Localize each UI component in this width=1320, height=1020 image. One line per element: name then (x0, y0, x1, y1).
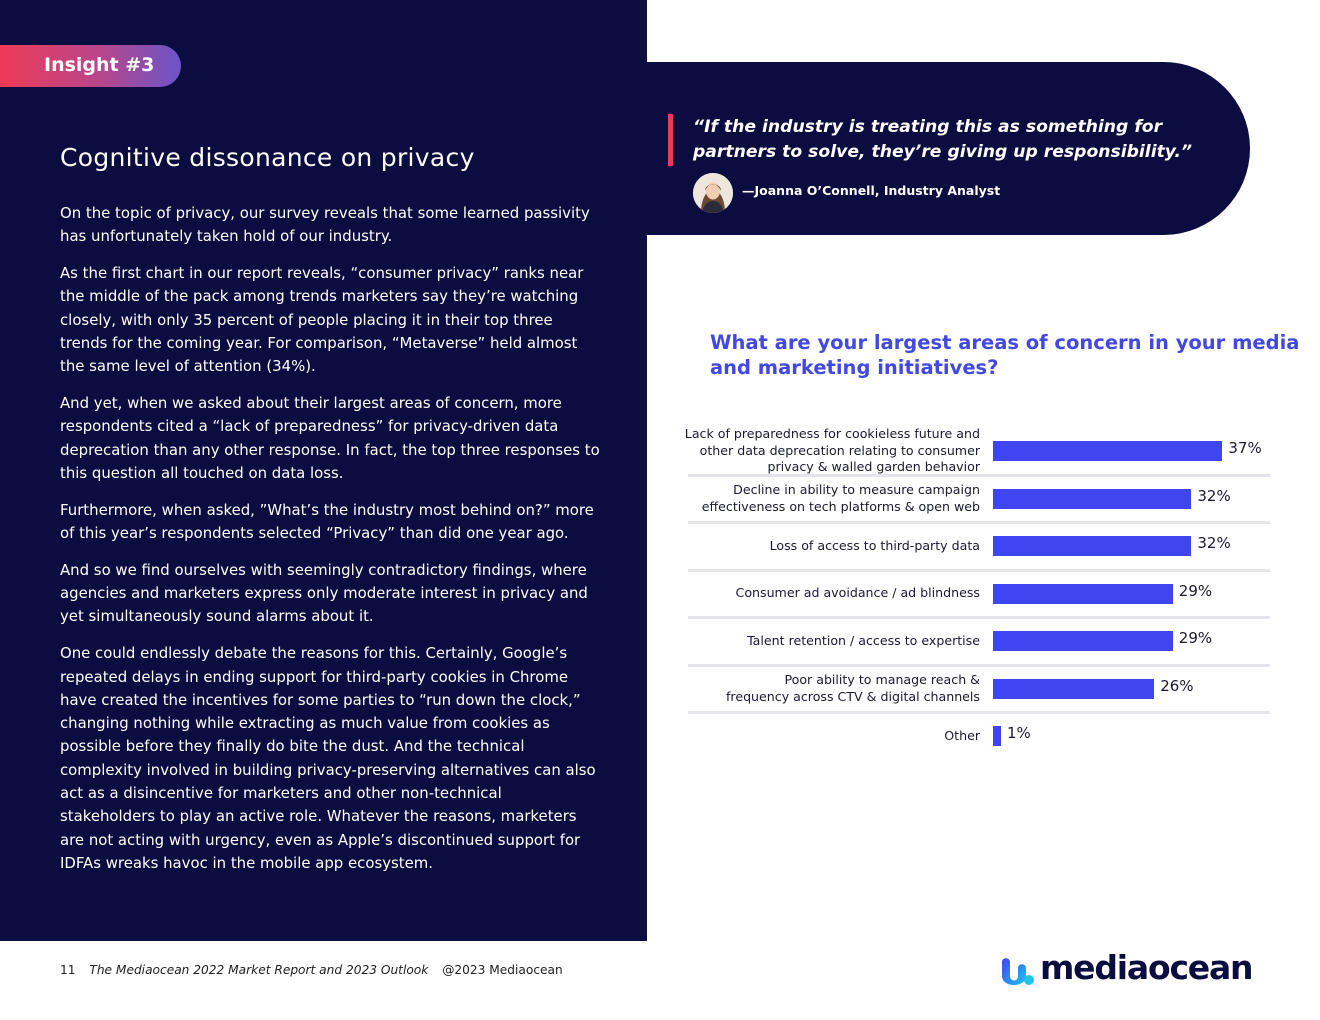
paragraph: As the first chart in our report reveals, “consumer privacy” ranks near the middle of the pack among trends marketers say they’re watching closely, with only 35 percent of people placing it in their top three trends for the coming year. For comparison, “Metaverse” held almost the same level of attention (34%). (60, 264, 584, 376)
value-label: 26% (1160, 676, 1194, 695)
category-label: Poor ability to manage reach & frequency across CTV & digital channels (725, 672, 980, 704)
avatar (693, 173, 733, 213)
chart-title: What are your largest areas of concern in your media and marketing initiatives? (710, 331, 1300, 379)
paragraph: Furthermore, when asked, ”What’s the industry most behind on?” more of this year’s respondents selected “Privacy” than did one year ago. (60, 500, 594, 543)
category-label: Loss of access to third-party data (769, 537, 980, 553)
row-divider (688, 711, 1270, 714)
category-label: Talent retention / access to expertise (747, 632, 980, 648)
value-label: 37% (1228, 439, 1262, 457)
footer (60, 963, 563, 977)
bar (993, 631, 1173, 651)
bar (993, 489, 1191, 509)
quote-text: “If the industry is treating this as something for partners to solve, they’re giving up responsibility.” (693, 117, 1193, 162)
section-title: Cognitive dissonance on privacy (60, 143, 475, 172)
person-portrait-icon (693, 173, 733, 213)
paragraph: And yet, when we asked about their largest areas of concern, more respondents cited a “lack of preparedness” for privacy-driven data deprecation than any other response. In fact, the top three responses to this question all touched on data loss. (60, 394, 600, 482)
mediaocean-logo-icon (998, 954, 1036, 990)
page-number: 11 (60, 963, 76, 977)
bar (993, 584, 1173, 604)
value-label: 1% (1007, 724, 1031, 742)
value-label: 29% (1178, 629, 1213, 647)
row-divider (688, 664, 1270, 667)
copyright: @2023 Mediaocean (442, 963, 563, 977)
paragraph: And so we find ourselves with seemingly contradictory findings, where agencies and marketers express only moderate interest in privacy and yet simultaneously sound alarms about it. (60, 560, 588, 626)
bar (993, 536, 1191, 556)
row-divider (688, 616, 1270, 619)
logo-wordmark: mediaocean (1040, 948, 1253, 987)
paragraph: On the topic of privacy, our survey reveals that some learned passivity has unfortunately taken hold of our industry. (60, 204, 590, 246)
quote-accent-bar (668, 114, 673, 166)
insight-tag (0, 45, 181, 87)
value-label: 32% (1197, 486, 1231, 505)
category-label: Consumer ad avoidance / ad blindness (735, 585, 980, 601)
insight-tag-label: Insight #3 (44, 54, 155, 76)
row-divider (688, 521, 1270, 524)
bar-chart (686, 420, 1272, 760)
row-divider (688, 569, 1270, 572)
category-label: Decline in ability to measure campaign effectiveness on tech platforms & open web (701, 482, 980, 514)
bar (993, 441, 1222, 461)
value-label: 29% (1178, 581, 1213, 600)
bar (993, 726, 1001, 746)
report-title: The Mediaocean 2022 Market Report and 2023 Outlook (89, 963, 429, 977)
mediaocean-logo (998, 948, 1268, 992)
quote-attribution: —Joanna O’Connell, Industry Analyst (742, 183, 1001, 198)
paragraph: One could endlessly debate the reasons for this. Certainly, Google’s repeated delays in ending support for third-party cookies in Chrome have created the incentives for some parties to “run down the clock,” changing nothing while extracting as much value from cookies as possible before they finally do bite the dust. And the technical complexity involved in building privacy-preserving alternatives can also act as a disincentive for marketers and other non-technical stakeholders to play an active role. Whatever the reasons, marketers are not acting with urgency, even as Apple’s discontinued support for IDFAs wreaks havoc in the mobile app ecosystem. (60, 644, 596, 872)
row-divider (688, 474, 1270, 477)
body-text (60, 202, 600, 889)
category-label: Other (944, 727, 980, 743)
category-label: Lack of preparedness for cookieless future and other data deprecation relating to consumer privacy & walled garden behavior (684, 426, 980, 475)
value-label: 32% (1197, 534, 1231, 552)
bar (993, 679, 1154, 699)
